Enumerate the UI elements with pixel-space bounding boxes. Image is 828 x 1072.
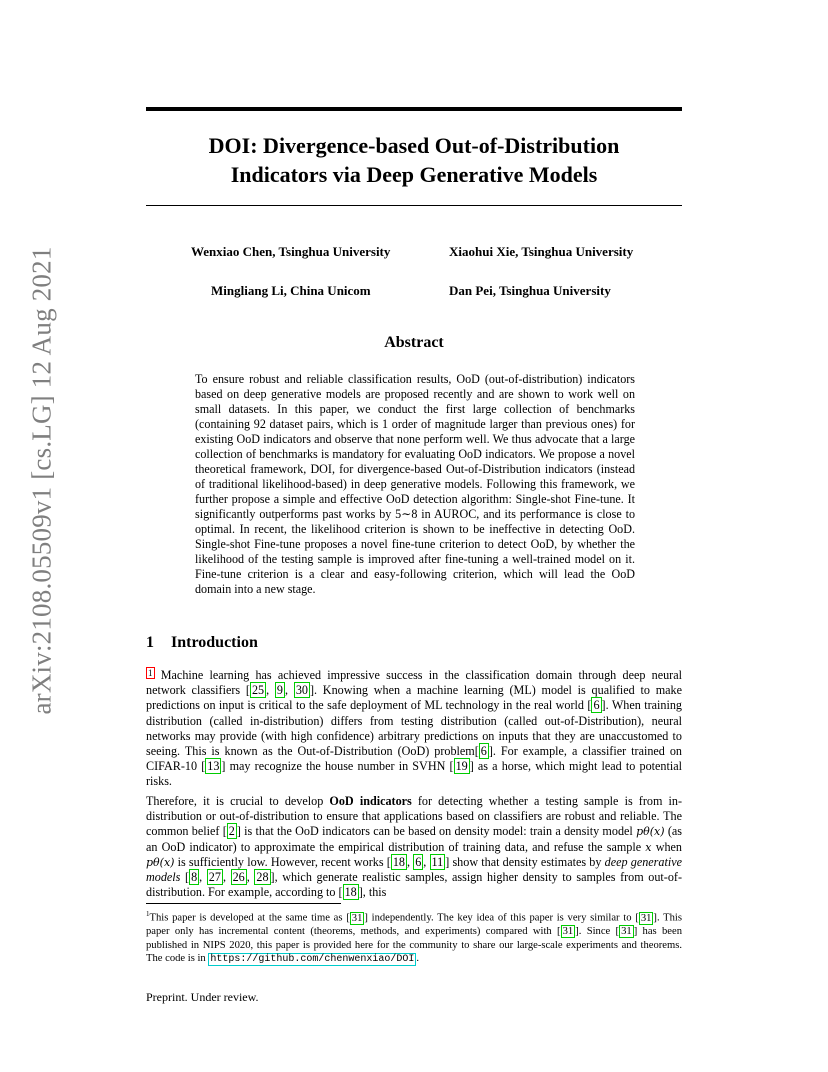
author-1: Wenxiao Chen, Tsinghua University <box>191 244 391 259</box>
citation-link[interactable]: 30 <box>295 683 308 698</box>
citation-link[interactable]: 6 <box>480 744 487 759</box>
citation-link[interactable]: 26 <box>232 870 245 885</box>
preprint-status: Preprint. Under review. <box>146 990 259 1004</box>
paper-title-line-1: DOI: Divergence-based Out-of-Distribution <box>208 133 620 158</box>
citation-link[interactable]: 27 <box>208 870 221 885</box>
citation-link[interactable]: 25 <box>251 683 265 698</box>
intro-paragraph-2: Therefore, it is crucial to develop OoD indicators for detecting whether a testing sample is from in-distribution or out-of-distribution to ensure that applications based on classifiers are robust and reliable. The common belief [ 2 ] is that the OoD indicators can be based on density model: train a density model pθ(x) (as an OoD indicator) to approximate the empirical distribution of training data, and refuse the sample x when pθ(x) is sufficiently low. However, recent works [ 18 , 6 , 11 ] show that density estimates by deep generative models [ 8 , 27 , 26 , 28 ], which generate realistic samples, assign higher density to samples from out-of-distribution. For example, according to [ 18 ], this <box>146 794 683 900</box>
section-heading-introduction <box>146 634 258 652</box>
citation-link[interactable]: 19 <box>455 759 468 774</box>
footnote-link[interactable]: 1 <box>148 668 153 678</box>
title-top-rule <box>146 107 682 111</box>
abstract-text: To ensure robust and reliable classification results, OoD (out-of-distribution) indicators based on deep generative models are proposed recently and are shown to work well on small datasets. In this paper, we conduct the first large collection of benchmarks (containing 92 dataset pairs, which is 1 order of magnitude larger than previous ones) for existing OoD indicators and observe that none perform well. We thus advocate that a large collection of benchmarks is mandatory for evaluating OoD indicators. We propose a novel theoretical framework, DOI, for divergence-based Out-of-Distribution indicators (instead of traditional likelihood-based) in deep generative models. Following this framework, we further propose a simple and effective OoD detection algorithm: Single-shot Fine-tune. It significantly outperforms past works by 5∼8 in AUROC, and its performance is close to optimal. In recent, the likelihood criterion is shown to be ineffective in detecting OoD. Single-shot Fine-tune proposes a novel fine-tune criterion to detect OoD, by whether the likelihood of the testing sample is improved after fine-tuning a well-trained model on it. Fine-tune criterion is a clear and easy-following criterion, which will lead the OoD domain into a new stage. <box>195 372 635 596</box>
paper-title-line-2: Indicators via Deep Generative Models <box>230 162 598 187</box>
section-number: 1 <box>146 634 154 651</box>
math-expression: pθ(x) <box>146 855 175 869</box>
arxiv-id-label: arXiv:2108.05509v1 [cs.LG] 12 Aug 2021 <box>26 245 57 715</box>
citation-link[interactable]: 18 <box>392 854 405 869</box>
citation-link[interactable]: 6 <box>593 698 600 713</box>
citation-link[interactable]: 28 <box>256 870 269 885</box>
section-title: Introduction <box>171 634 258 651</box>
citation-link[interactable]: 31 <box>562 926 574 938</box>
citation-link[interactable]: 18 <box>344 885 357 900</box>
code-repo-link[interactable]: https://github.com/chenwenxiao/DOI <box>210 954 415 966</box>
citation-link[interactable]: 31 <box>640 912 652 924</box>
footnote-rule <box>146 903 341 904</box>
intro-paragraph-1: $^1$ Machine learning has achieved impressive success in the classification domain through deep neural network classifiers [ 25 , 9 , 30 ]. Knowing when a machine learning (ML) model is qualified to make predictions on input is critical to the safe deployment of ML technology in the real world [ 6 ]. When training distribution (called in-distribution) differs from testing distribution (called out-of-Distribution), neural networks may provide (with high confidence) arbitrary predictions on inputs that they are unaccustomed to seeing. This is known as the Out-of-Distribution (OoD) problem[ 6 ]. For example, a classifier trained on CIFAR-10 [ 13 ] may recognize the house number in SVHN [ 19 ] as a horse, which might lead to potential risks. <box>146 668 683 789</box>
math-expression: pθ(x) <box>636 825 665 839</box>
author-2: Xiaohui Xie, Tsinghua University <box>449 244 634 259</box>
arxiv-sidebar-stamp <box>24 245 60 715</box>
citation-link[interactable]: 31 <box>621 926 632 938</box>
citation-link[interactable]: 2 <box>228 824 235 839</box>
footnote: $^1$This paper is developed at the same time as [ 31 ] independently. The key idea of this paper is very similar to [ 31 ]. This paper only has incremental content (theorems, methods, and experiments) compared with [ 31 ]. Since [ 31 ] has been published in NIPS 2020, this paper is provided here for the community to share our large-scale experiments and theorems. The code is in https://github.com/chenwenxiao/DOI . <box>146 910 682 966</box>
bold-term: OoD indicators <box>329 794 412 808</box>
author-3: Mingliang Li, China Unicom <box>211 283 371 298</box>
footnote-mark: 1 <box>146 910 150 918</box>
paper-title <box>146 131 682 189</box>
title-bottom-rule <box>146 205 682 206</box>
abstract-heading: Abstract <box>384 334 444 351</box>
citation-link[interactable]: 8 <box>191 870 198 885</box>
author-4: Dan Pei, Tsinghua University <box>449 283 611 298</box>
italic-term: deep generative models <box>146 854 682 885</box>
citation-link[interactable]: 6 <box>415 854 422 869</box>
math-expression: x <box>645 840 652 854</box>
citation-link[interactable]: 9 <box>276 683 283 698</box>
citation-link[interactable]: 11 <box>431 854 444 869</box>
citation-link[interactable]: 13 <box>207 759 220 774</box>
citation-link[interactable]: 31 <box>351 912 363 924</box>
